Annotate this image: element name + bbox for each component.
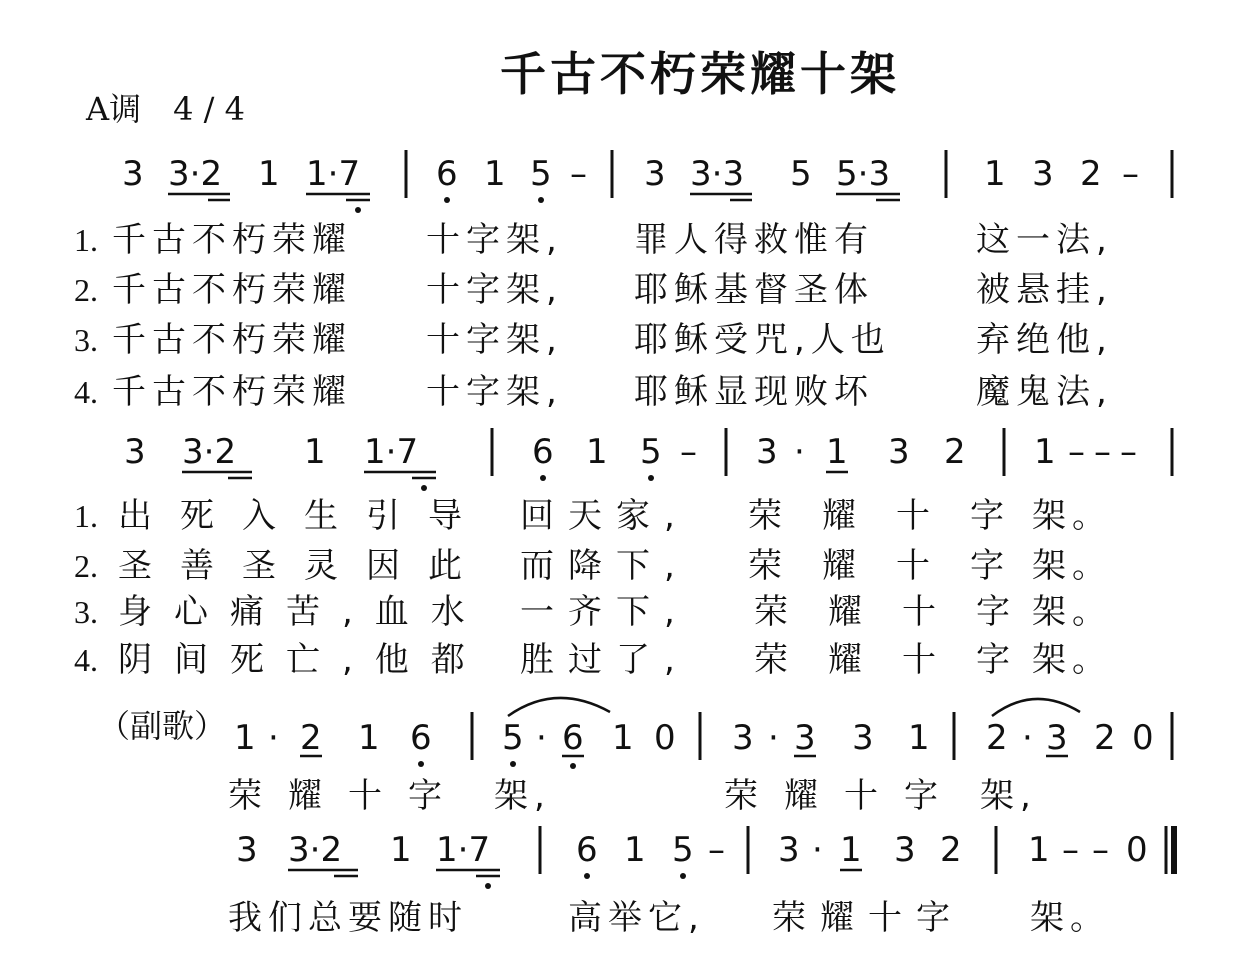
- note: –: [708, 830, 725, 870]
- note: 1: [484, 154, 506, 194]
- note: 1: [826, 432, 848, 472]
- lyric: 荣耀十字: [724, 776, 964, 816]
- lyric: 十字架,: [426, 320, 563, 360]
- note: 5: [530, 154, 552, 194]
- note: 5: [502, 718, 524, 758]
- note: 6: [410, 718, 432, 758]
- lyric: 出死入生引导: [118, 496, 490, 536]
- note: 3·2: [168, 154, 223, 194]
- verse-number: 3.: [74, 322, 98, 358]
- slur: [992, 699, 1080, 716]
- note: 0: [1132, 718, 1154, 758]
- note: 3: [756, 432, 778, 472]
- lyric: 耶稣基督圣体: [634, 270, 874, 310]
- verse-number: 3.: [74, 594, 98, 630]
- note: 3: [644, 154, 666, 194]
- note: 5·3: [836, 154, 891, 194]
- octave-dot: [570, 763, 576, 769]
- note: –: [1068, 432, 1085, 472]
- note: 1: [258, 154, 280, 194]
- lyric: 架。: [1032, 592, 1112, 632]
- verse-number: 1.: [74, 498, 98, 534]
- note: 3: [778, 830, 800, 870]
- note: –: [1092, 830, 1109, 870]
- lyric: 弃绝他,: [976, 320, 1113, 360]
- note: 3: [852, 718, 874, 758]
- note: 1·7: [436, 830, 491, 870]
- note: 1·7: [306, 154, 361, 194]
- lyric: 千古不朽荣耀: [112, 270, 352, 310]
- lyric: 我们总要随时: [228, 898, 468, 938]
- lyric: 架。: [1032, 640, 1112, 680]
- slur: [508, 698, 610, 716]
- lyric: 回天家,: [520, 496, 689, 536]
- lyric: 胜过了,: [520, 640, 689, 680]
- octave-dot: [540, 475, 546, 481]
- note: 3·2: [182, 432, 237, 472]
- chorus-label: （副歌）: [98, 707, 227, 745]
- note: –: [1122, 154, 1139, 194]
- note: 6: [562, 718, 584, 758]
- lyric: 架。: [1032, 546, 1112, 586]
- note: 2: [1094, 718, 1116, 758]
- song-title: 千古不朽荣耀十架: [500, 47, 900, 101]
- lyric: 身心痛苦,血水: [118, 592, 487, 632]
- note: 6: [436, 154, 458, 194]
- lyric: 荣耀十字: [748, 546, 1044, 586]
- octave-dot: [510, 761, 516, 767]
- lyric: 耶稣显现败坏: [634, 372, 874, 412]
- note: 1: [624, 830, 646, 870]
- note: 1: [984, 154, 1006, 194]
- note: –: [570, 154, 587, 194]
- octave-dot: [421, 485, 427, 491]
- octave-dot: [355, 207, 361, 213]
- lyric: 荣耀十字: [754, 592, 1050, 632]
- lyric: 十字架,: [426, 220, 563, 260]
- lyric: 一齐下,: [520, 592, 689, 632]
- note: 5: [640, 432, 662, 472]
- note: 3: [794, 718, 816, 758]
- lyric: 架,: [494, 776, 551, 816]
- verse-number: 4.: [74, 374, 98, 410]
- lyric: 千古不朽荣耀: [112, 220, 352, 260]
- verse-number: 2.: [74, 272, 98, 308]
- verse-number: 1.: [74, 222, 98, 258]
- octave-dot: [680, 873, 686, 879]
- note: 1: [304, 432, 326, 472]
- lyric: 千古不朽荣耀: [112, 320, 352, 360]
- note: 0: [654, 718, 676, 758]
- note: 6: [532, 432, 554, 472]
- lyric: 这一法,: [976, 220, 1113, 260]
- note: 1: [612, 718, 634, 758]
- lyric: 而降下,: [520, 546, 689, 586]
- lyric: 架。: [1030, 898, 1110, 938]
- note: ·: [268, 718, 279, 758]
- note: 2: [986, 718, 1008, 758]
- note: 1: [358, 718, 380, 758]
- note: 2: [944, 432, 966, 472]
- note: –: [1062, 830, 1079, 870]
- octave-dot: [485, 883, 491, 889]
- lyric: 高举它,: [568, 898, 705, 938]
- note: –: [680, 432, 697, 472]
- note: 3: [1046, 718, 1068, 758]
- note: 3·2: [288, 830, 343, 870]
- note: 3: [888, 432, 910, 472]
- note: 3: [894, 830, 916, 870]
- note: 1: [234, 718, 256, 758]
- note: –: [1094, 432, 1111, 472]
- key-signature: A调 4 / 4: [86, 90, 245, 128]
- note: 3: [124, 432, 146, 472]
- note: 1: [1034, 432, 1056, 472]
- verse-number: 2.: [74, 548, 98, 584]
- octave-dot: [444, 197, 450, 203]
- note: 1: [840, 830, 862, 870]
- lyric: 架,: [980, 776, 1037, 816]
- note: 1·7: [364, 432, 419, 472]
- note: 1: [908, 718, 930, 758]
- note: 1: [1028, 830, 1050, 870]
- note: ·: [794, 432, 805, 472]
- lyric: 荣耀十字: [754, 640, 1050, 680]
- note: 3: [1032, 154, 1054, 194]
- lyric: 被悬挂,: [976, 270, 1113, 310]
- note: 0: [1126, 830, 1148, 870]
- lyric: 十字架,: [426, 372, 563, 412]
- lyric: 十字架,: [426, 270, 563, 310]
- lyric: 架。: [1032, 496, 1112, 536]
- note: –: [1120, 432, 1137, 472]
- note: 5: [790, 154, 812, 194]
- note: 1: [390, 830, 412, 870]
- note: ·: [536, 718, 547, 758]
- note: 3: [122, 154, 144, 194]
- lyric: 罪人得救惟有: [634, 220, 874, 260]
- lyric: 荣耀十字: [748, 496, 1044, 536]
- lyric: 圣善圣灵因此: [118, 546, 490, 586]
- note: ·: [812, 830, 823, 870]
- note: 2: [300, 718, 322, 758]
- lyric: 魔鬼法,: [976, 372, 1113, 412]
- lyric: 阴间死亡,他都: [118, 640, 487, 680]
- octave-dot: [418, 761, 424, 767]
- lyric: 荣耀十字: [772, 898, 964, 938]
- lyric: 千古不朽荣耀: [112, 372, 352, 412]
- note: 3·3: [690, 154, 745, 194]
- lyric: 耶稣受咒,人也: [634, 320, 891, 360]
- note: 1: [586, 432, 608, 472]
- octave-dot: [538, 197, 544, 203]
- note: ·: [1022, 718, 1033, 758]
- octave-dot: [648, 475, 654, 481]
- verse-number: 4.: [74, 642, 98, 678]
- note: 2: [940, 830, 962, 870]
- lyric: 荣耀十字: [228, 776, 468, 816]
- note: 6: [576, 830, 598, 870]
- note: 5: [672, 830, 694, 870]
- note: ·: [768, 718, 779, 758]
- note: 3: [236, 830, 258, 870]
- note: 3: [732, 718, 754, 758]
- octave-dot: [584, 873, 590, 879]
- note: 2: [1080, 154, 1102, 194]
